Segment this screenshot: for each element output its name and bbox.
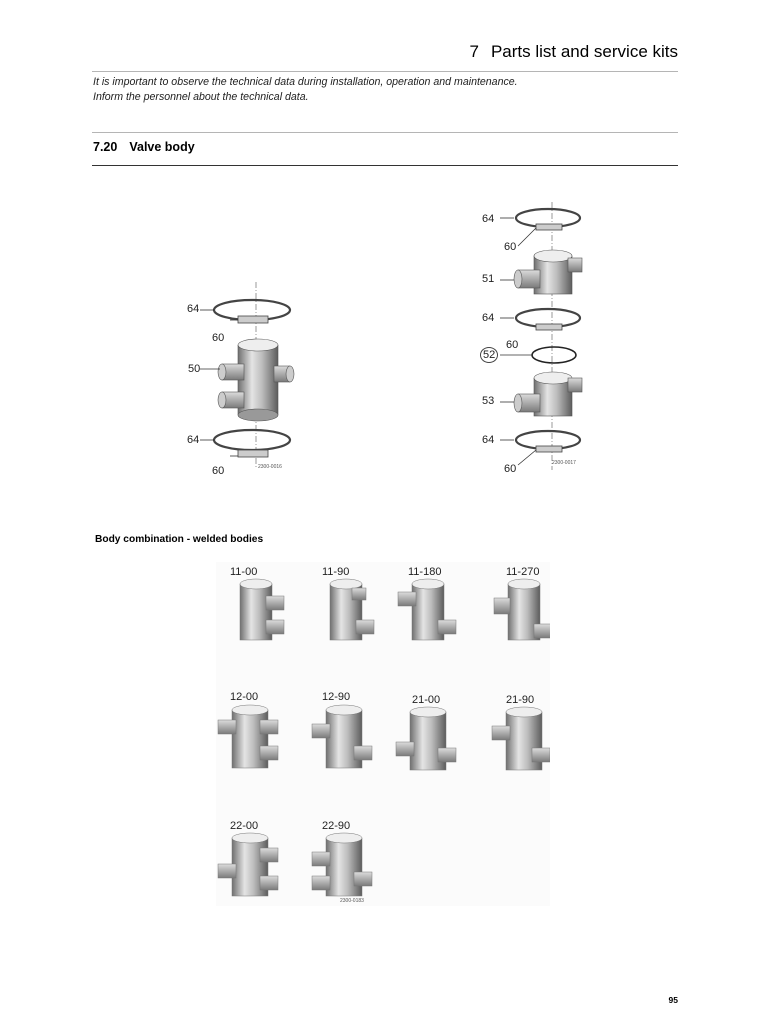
callout-53: 53 <box>482 395 495 407</box>
notice <box>93 75 518 105</box>
section-number: 7.20 <box>93 140 118 154</box>
combo-label: 21-00 <box>412 694 441 706</box>
combo-label: 11-90 <box>322 566 350 578</box>
chapter-number: 7 <box>469 42 479 61</box>
notice-line-1: It is important to observe the technical data during installation, operation and maintenance. <box>93 76 518 88</box>
chapter-title <box>469 42 678 62</box>
callout-60: 60 <box>504 241 517 253</box>
figure-code: 2300-0016 <box>258 464 282 470</box>
combo-label: 21-90 <box>506 694 535 706</box>
combo-label: 11-180 <box>408 566 442 578</box>
notice-line-2: Inform the personnel about the technical data. <box>93 91 309 103</box>
section-top-rule <box>92 132 678 133</box>
callout-60: 60 <box>212 465 225 477</box>
callout-52: 52 <box>480 347 498 363</box>
section-title <box>93 140 195 154</box>
callout-64: 64 <box>482 434 495 446</box>
callout-64: 64 <box>482 213 495 225</box>
combination-bodies <box>216 562 550 906</box>
section-title-text: Valve body <box>129 140 195 154</box>
combo-label: 22-00 <box>230 820 259 832</box>
figure-code: 2300-0017 <box>552 460 576 466</box>
chapter-title-text: Parts list and service kits <box>490 42 678 61</box>
callout-60: 60 <box>504 463 517 475</box>
page-number: 95 <box>668 995 678 1005</box>
callout-50: 50 <box>188 363 201 375</box>
callout-60: 60 <box>506 339 519 351</box>
combo-label: 12-00 <box>230 691 259 703</box>
callout-64: 64 <box>187 434 200 446</box>
combo-label: 22-90 <box>322 820 351 832</box>
combinations-title: Body combination - welded bodies <box>95 534 264 545</box>
header-rule <box>92 71 678 72</box>
figure-code: 2300-0183 <box>340 898 364 904</box>
combo-label: 12-90 <box>322 691 351 703</box>
callout-64: 64 <box>187 303 200 315</box>
callout-64: 64 <box>482 312 495 324</box>
combinations-grid <box>216 562 550 906</box>
callout-60: 60 <box>212 332 225 344</box>
section-bottom-rule <box>92 165 678 166</box>
combo-label: 11-00 <box>230 566 258 578</box>
combo-label: 11-270 <box>506 566 540 578</box>
callout-51: 51 <box>482 273 495 285</box>
